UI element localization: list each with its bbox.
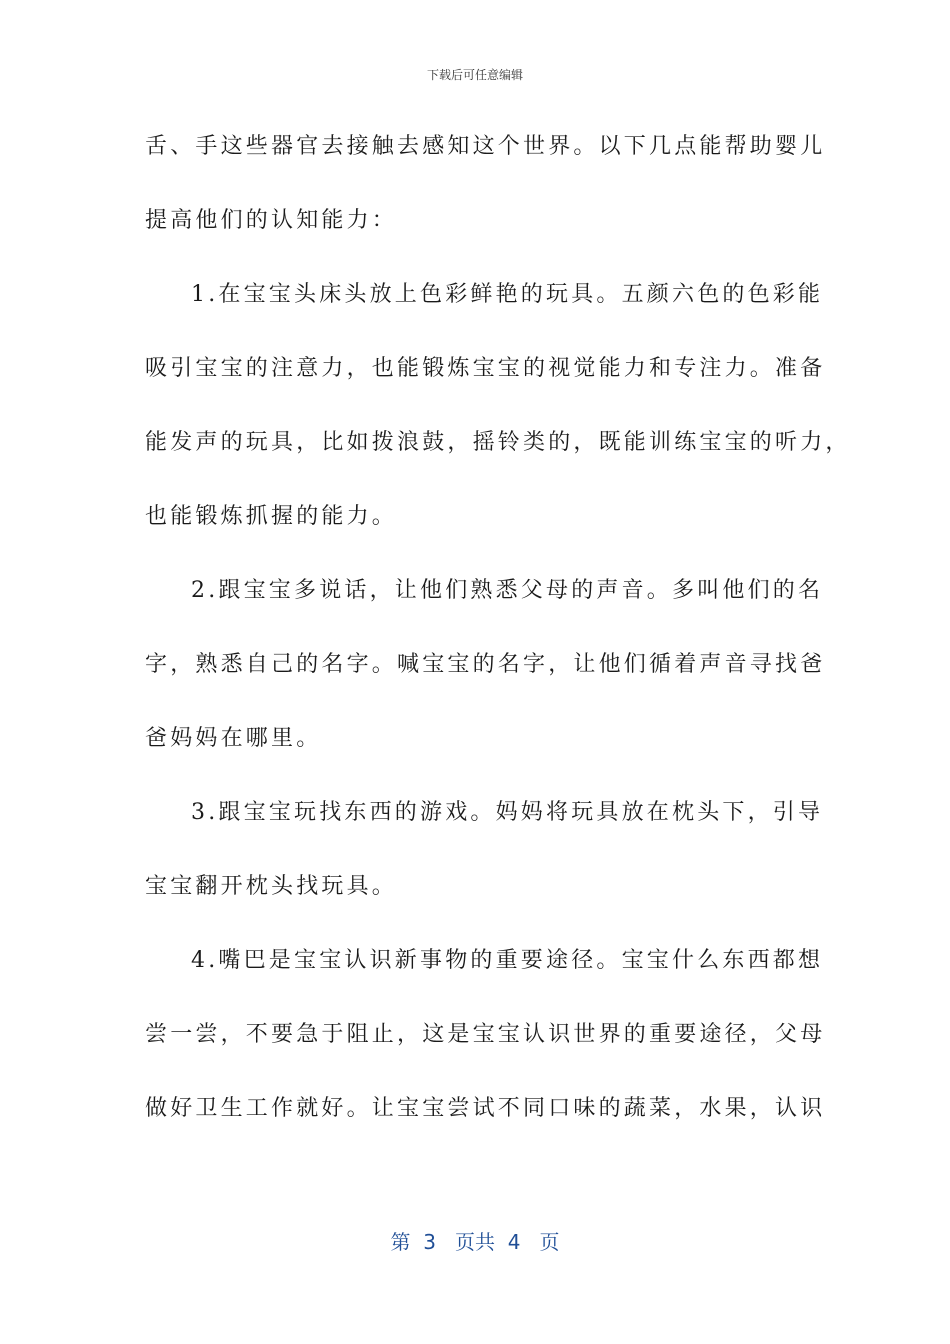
text-line: 3.跟宝宝玩找东西的游戏。妈妈将玩具放在枕头下，引导: [191, 800, 824, 825]
total-pages-number: 4: [507, 1230, 521, 1254]
text-line: 爸妈妈在哪里。: [145, 726, 322, 751]
text-line: 4.嘴巴是宝宝认识新事物的重要途径。宝宝什么东西都想: [191, 948, 824, 973]
text-line: 提高他们的认知能力：: [145, 208, 398, 233]
text-line: 舌、手这些器官去接触去感知这个世界。以下几点能帮助婴儿: [145, 134, 826, 159]
page-middle: 页共: [455, 1230, 495, 1254]
text-line: 宝宝翻开枕头找玩具。: [145, 874, 398, 899]
page-header: 下载后可任意编辑: [426, 68, 523, 82]
document-body: [145, 120, 851, 1156]
text-line: 能发声的玩具，比如拨浪鼓，摇铃类的，既能训练宝宝的听力，: [145, 430, 851, 455]
page-suffix: 页: [539, 1230, 560, 1254]
text-line: 字，熟悉自己的名字。喊宝宝的名字，让他们循着声音寻找爸: [145, 652, 826, 677]
text-line: 做好卫生工作就好。让宝宝尝试不同口味的蔬菜，水果，认识: [145, 1096, 826, 1121]
text-line: 吸引宝宝的注意力，也能锻炼宝宝的视觉能力和专注力。准备: [145, 356, 826, 381]
text-line: 也能锻炼抓握的能力。: [145, 504, 398, 529]
text-line: 尝一尝，不要急于阻止，这是宝宝认识世界的重要途径，父母: [145, 1022, 826, 1047]
text-line: 1.在宝宝头床头放上色彩鲜艳的玩具。五颜六色的色彩能: [191, 282, 824, 307]
page-prefix: 第: [390, 1230, 411, 1254]
current-page-number: 3: [423, 1230, 436, 1254]
text-line: 2.跟宝宝多说话，让他们熟悉父母的声音。多叫他们的名: [191, 578, 824, 603]
page-footer: [0, 1226, 950, 1255]
